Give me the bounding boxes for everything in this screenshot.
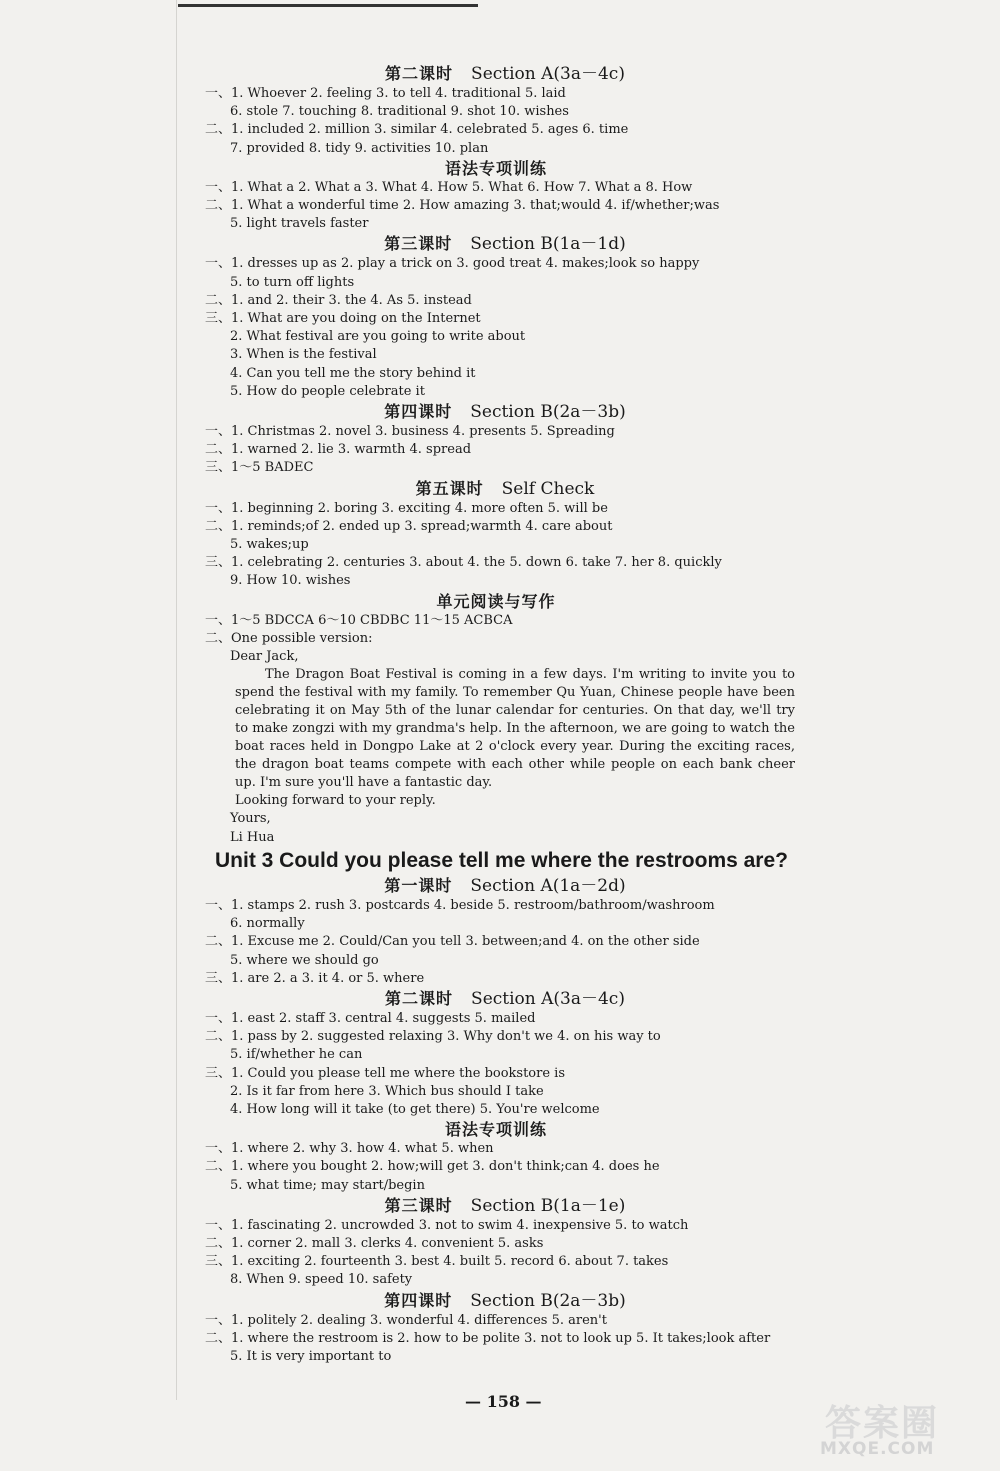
section-heading (205, 875, 805, 897)
answer-line: 4. How long will it take (to get there) 5. You're welcome (230, 1101, 600, 1117)
watermark-url: MXQE.COM (820, 1439, 935, 1459)
heading-en: Section B(1a－1d) (470, 234, 626, 255)
answer-line: 二、1. where you bought 2. how;will get 3. don't think;can 4. does he (205, 1159, 660, 1175)
answer-line: 5. what time; may start/begin (230, 1177, 425, 1193)
answer-line: 二、1. pass by 2. suggested relaxing 3. Why don't we 4. on his way to (205, 1029, 661, 1045)
answer-line: Dear Jack, (230, 649, 299, 665)
heading-en: Section A(1a－2d) (470, 875, 626, 896)
page-number: — 158 — (465, 1392, 542, 1411)
heading-cn: 第二课时 (385, 988, 454, 1008)
answer-line: 二、1. warned 2. lie 3. warmth 4. spread (205, 442, 472, 458)
watermark-logo: 答案圈 (825, 1403, 940, 1444)
page-edge (176, 0, 177, 1400)
answer-line: 一、1～5 BDCCA 6～10 CBDBC 11～15 ACBCA (205, 612, 513, 628)
answer-line: 一、1. Whoever 2. feeling 3. to tell 4. traditional 5. laid (205, 86, 566, 101)
section-heading (205, 63, 805, 85)
answer-line: 9. How 10. wishes (230, 573, 351, 589)
answer-line: 2. What festival are you going to write about (230, 329, 526, 345)
heading-en: Section A(3a－4c) (471, 64, 625, 84)
answer-line: 4. Can you tell me the story behind it (230, 365, 476, 381)
heading-en: Section B(2a－3b) (470, 1290, 626, 1311)
answer-line: 6. stole 7. touching 8. traditional 9. shot 10. wishes (230, 104, 569, 120)
answer-line: 一、1. beginning 2. boring 3. exciting 4. more often 5. will be (205, 500, 608, 516)
answer-line: 5. light travels faster (230, 216, 369, 232)
answer-line: 一、1. fascinating 2. uncrowded 3. not to swim 4. inexpensive 5. to watch (205, 1217, 689, 1233)
answer-page (205, 63, 805, 1366)
answer-line: 2. Is it far from here 3. Which bus should I take (230, 1083, 544, 1099)
answer-line: 二、1. included 2. million 3. similar 4. celebrated 5. ages 6. time (205, 122, 629, 138)
section-heading (205, 591, 805, 612)
heading-cn: 第二课时 (385, 64, 454, 83)
heading-cn: 语法专项训练 (444, 158, 547, 178)
answer-line: 6. normally (230, 916, 305, 932)
section-heading (205, 988, 805, 1010)
section-heading (205, 401, 805, 423)
heading-cn: 第四课时 (384, 402, 453, 422)
answer-line: Looking forward to your reply. (235, 793, 436, 809)
answer-line: 二、1. where the restroom is 2. how to be polite 3. not to look up 5. It takes;look after (205, 1330, 771, 1346)
answer-line: Li Hua (230, 829, 275, 845)
answer-line: 5. It is very important to (230, 1348, 392, 1364)
answer-line: 3. When is the festival (230, 347, 377, 363)
answer-line: 一、1. politely 2. dealing 3. wonderful 4. differences 5. aren't (205, 1312, 607, 1328)
section-heading (205, 478, 805, 500)
answer-line: 二、One possible version: (205, 630, 373, 646)
answer-line: 5. where we should go (230, 952, 379, 968)
answer-line: 5. if/whether he can (230, 1047, 363, 1063)
heading-cn: 语法专项训练 (444, 1120, 547, 1140)
answer-line: 三、1. Could you please tell me where the bookstore is (205, 1065, 566, 1081)
heading-cn: 单元阅读与写作 (436, 591, 556, 611)
answer-line: 一、1. stamps 2. rush 3. postcards 4. beside 5. restroom/bathroom/washroom (205, 897, 715, 913)
heading-en: Section B(2a－3b) (470, 402, 626, 423)
heading-cn: 第三课时 (384, 1195, 453, 1215)
heading-en: Section B(1a－1e) (470, 1195, 626, 1216)
answer-line: 一、1. where 2. why 3. how 4. what 5. when (205, 1141, 494, 1157)
answer-line: 一、1. dresses up as 2. play a trick on 3. good treat 4. makes;look so happy (205, 256, 700, 272)
heading-en: Self Check (501, 478, 595, 499)
answer-line: 三、1. are 2. a 3. it 4. or 5. where (205, 970, 425, 986)
section-heading (205, 1290, 805, 1312)
answer-line: 一、1. Christmas 2. novel 3. business 4. presents 5. Spreading (205, 424, 615, 440)
answer-line: 7. provided 8. tidy 9. activities 10. plan (230, 140, 489, 156)
answer-line: Yours, (230, 811, 271, 827)
answer-line: 5. wakes;up (230, 537, 309, 553)
answer-line: 三、1. celebrating 2. centuries 3. about 4. the 5. down 6. take 7. her 8. quickly (205, 555, 722, 571)
answer-line: 三、1. exciting 2. fourteenth 3. best 4. built 5. record 6. about 7. takes (205, 1254, 669, 1270)
answer-line: 三、1～5 BADEC (205, 460, 314, 476)
answer-line: 二、1. corner 2. mall 3. clerks 4. convenient 5. asks (205, 1235, 544, 1251)
watermark (820, 1395, 980, 1460)
heading-cn: 第三课时 (384, 234, 453, 254)
answer-line: 5. to turn off lights (230, 274, 355, 290)
section-heading (205, 1119, 805, 1140)
letter-paragraph: The Dragon Boat Festival is coming in a few days. I'm writing to invite you to spend the festival with my family. To remember Qu Yuan, Chinese people have been celebrating it on May 5th of the lunar calendar for centuries. On that day, we'll try to make zongzi with my grandma's help. In the afternoon, we are going to watch the boat races held in Dongpo Lake at 2 o'clock every year. During the exciting races, the dragon boat teams compete with each other while people on each bank cheer up. I'm sure you'll have a fantastic day. (235, 667, 795, 791)
heading-cn: 第四课时 (384, 1290, 453, 1310)
answer-line: 二、1. Excuse me 2. Could/Can you tell 3. between;and 4. on the other side (205, 934, 700, 950)
answer-line: 一、1. east 2. staff 3. central 4. suggests 5. mailed (205, 1010, 536, 1026)
answer-line: 一、1. What a 2. What a 3. What 4. How 5. What 6. How 7. What a 8. How (205, 179, 693, 195)
section-heading (205, 1195, 805, 1217)
heading-cn: 第一课时 (384, 875, 453, 895)
answer-line: 三、1. What are you doing on the Internet (205, 311, 481, 327)
answer-line: 二、1. reminds;of 2. ended up 3. spread;warmth 4. care about (205, 518, 613, 534)
answer-line: 5. How do people celebrate it (230, 383, 425, 399)
unit-title: Unit 3 Could you please tell me where the restrooms are? (215, 848, 788, 872)
answer-line: 二、1. and 2. their 3. the 4. As 5. instead (205, 292, 472, 308)
heading-cn: 第五课时 (415, 478, 484, 498)
heading-en: Section A(3a－4c) (471, 988, 625, 1009)
section-heading (205, 158, 805, 179)
top-rule (178, 4, 478, 7)
answer-line: 8. When 9. speed 10. safety (230, 1272, 413, 1288)
answer-line: 二、1. What a wonderful time 2. How amazing 3. that;would 4. if/whether;was (205, 198, 720, 214)
section-heading (205, 233, 805, 255)
